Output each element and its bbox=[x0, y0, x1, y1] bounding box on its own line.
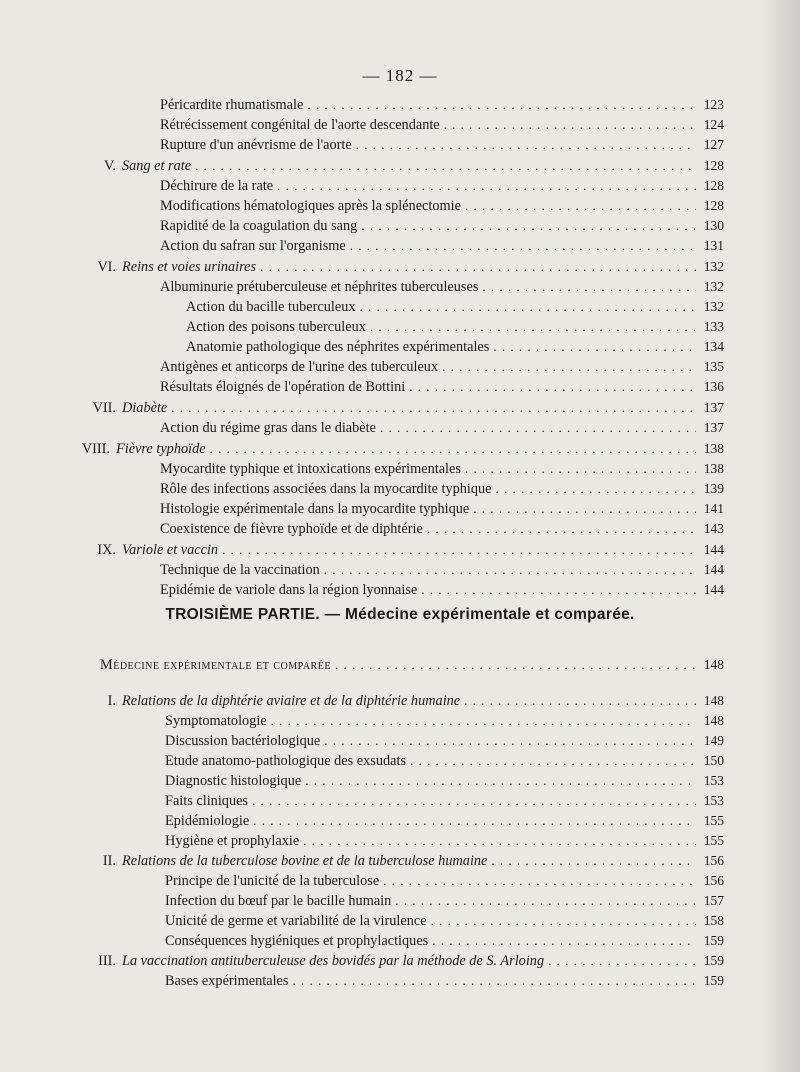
entry-page-number: 156 bbox=[703, 853, 724, 868]
entry-page-number: 156 bbox=[703, 873, 724, 888]
entry-title: Bases expérimentales bbox=[165, 973, 289, 989]
entry-title: Antigènes et anticorps de l'urine des tuberculeux bbox=[160, 359, 439, 375]
dot-leader bbox=[324, 562, 696, 578]
entry-title: Relations de la tuberculose bovine et de la tuberculose humaine bbox=[122, 853, 488, 869]
entry-page-number: 153 bbox=[703, 773, 724, 788]
entry-page-number: 157 bbox=[703, 893, 724, 908]
toc-entry bbox=[82, 853, 724, 873]
dot-leader bbox=[421, 582, 696, 598]
toc-entry bbox=[186, 319, 724, 339]
toc-entry bbox=[165, 873, 724, 893]
page-number: — 182 — bbox=[362, 66, 438, 85]
dot-leader bbox=[431, 913, 696, 929]
toc-entry bbox=[165, 913, 724, 933]
entry-title: Faits cliniques bbox=[165, 793, 248, 809]
dot-leader bbox=[473, 501, 696, 517]
dot-leader bbox=[496, 481, 696, 497]
entry-title: Variole et vaccin bbox=[122, 542, 219, 558]
entry-page-number: 132 bbox=[703, 279, 724, 294]
entry-title: Symptomatologie bbox=[165, 713, 267, 729]
toc-entry bbox=[160, 137, 724, 157]
toc-entry bbox=[82, 542, 724, 562]
section-number: VIII. bbox=[81, 441, 110, 457]
dot-leader bbox=[252, 793, 696, 809]
section-number: VII. bbox=[92, 400, 116, 416]
dot-leader bbox=[361, 218, 696, 234]
dot-leader bbox=[356, 137, 696, 153]
dot-leader bbox=[292, 973, 696, 989]
entry-page-number: 159 bbox=[703, 953, 724, 968]
entry-page-number: 123 bbox=[703, 97, 724, 112]
entry-title: Modifications hématologiques après la splénectomie bbox=[160, 198, 461, 214]
dot-leader bbox=[260, 259, 696, 275]
entry-page-number: 148 bbox=[703, 713, 724, 728]
dot-leader bbox=[324, 733, 696, 749]
dot-leader bbox=[465, 461, 696, 477]
entry-title: Action du régime gras dans le diabète bbox=[160, 420, 376, 436]
dot-leader bbox=[493, 339, 696, 355]
entry-title: Reins et voies urinaires bbox=[122, 259, 257, 275]
entry-title: Conséquences hygiéniques et prophylactiques bbox=[165, 933, 429, 949]
dot-leader bbox=[222, 542, 696, 558]
toc-entry bbox=[160, 198, 724, 218]
entry-page-number: 132 bbox=[703, 259, 724, 274]
entry-page-number: 128 bbox=[703, 158, 724, 173]
entry-title: Discussion bactériologique bbox=[165, 733, 321, 749]
dot-leader bbox=[410, 753, 696, 769]
entry-title: Diabète bbox=[122, 400, 168, 416]
toc-entry bbox=[160, 582, 724, 602]
entry-page-number: 155 bbox=[703, 833, 724, 848]
dot-leader bbox=[383, 873, 696, 889]
entry-page-number: 153 bbox=[703, 793, 724, 808]
toc-entry bbox=[82, 693, 724, 713]
dot-leader bbox=[395, 893, 696, 909]
entry-page-number: 148 bbox=[703, 657, 724, 672]
entry-title: Action des poisons tuberculeux bbox=[186, 319, 366, 335]
section-number: IX. bbox=[97, 542, 116, 558]
toc-entry bbox=[186, 299, 724, 319]
toc-entry bbox=[165, 833, 724, 853]
toc-entry bbox=[160, 501, 724, 521]
part-heading: TROISIÈME PARTIE. — Médecine expérimentale et comparée. bbox=[165, 606, 635, 623]
entry-page-number: 132 bbox=[703, 299, 724, 314]
entry-page-number: 148 bbox=[703, 693, 724, 708]
dot-leader bbox=[307, 97, 696, 113]
dot-leader bbox=[360, 299, 696, 315]
toc-entry bbox=[165, 793, 724, 813]
dot-leader bbox=[442, 359, 696, 375]
dot-leader bbox=[305, 773, 696, 789]
toc-entry bbox=[160, 178, 724, 198]
entry-title: Médecine expérimentale et comparée bbox=[100, 657, 331, 673]
entry-page-number: 133 bbox=[703, 319, 724, 334]
entry-title: Etude anatomo-pathologique des exsudats bbox=[165, 753, 407, 769]
entry-page-number: 144 bbox=[703, 542, 724, 557]
toc-entry bbox=[160, 420, 724, 440]
entry-page-number: 127 bbox=[703, 137, 724, 152]
section-number: I. bbox=[107, 693, 116, 709]
toc-entry bbox=[160, 238, 724, 258]
dot-leader bbox=[432, 933, 696, 949]
toc-entry bbox=[160, 379, 724, 399]
entry-page-number: 138 bbox=[703, 441, 724, 456]
page-edge-shadow bbox=[760, 0, 800, 1072]
entry-title: Myocardite typhique et intoxications expérimentales bbox=[160, 461, 461, 477]
entry-page-number: 158 bbox=[703, 913, 724, 928]
toc-entry bbox=[165, 813, 724, 833]
toc-entry bbox=[165, 733, 724, 753]
toc-entry bbox=[160, 481, 724, 501]
entry-page-number: 137 bbox=[703, 400, 724, 415]
dot-leader bbox=[253, 813, 696, 829]
dot-leader bbox=[465, 198, 696, 214]
toc-entry bbox=[160, 117, 724, 137]
section-number: II. bbox=[102, 853, 116, 869]
toc-entry bbox=[165, 753, 724, 773]
dot-leader bbox=[444, 117, 696, 133]
entry-page-number: 135 bbox=[703, 359, 724, 374]
entry-title: Résultats éloignés de l'opération de Bottini bbox=[160, 379, 406, 395]
entry-page-number: 128 bbox=[703, 198, 724, 213]
entry-page-number: 155 bbox=[703, 813, 724, 828]
dot-leader bbox=[195, 158, 696, 174]
toc-entry bbox=[160, 359, 724, 379]
entry-title: Action du safran sur l'organisme bbox=[160, 238, 346, 254]
toc-entry bbox=[82, 158, 724, 178]
toc-entry bbox=[82, 400, 724, 420]
entry-title: Action du bacille tuberculeux bbox=[186, 299, 356, 315]
dot-leader bbox=[482, 279, 696, 295]
toc-entry bbox=[100, 657, 724, 677]
dot-leader bbox=[350, 238, 696, 254]
toc-entry bbox=[76, 441, 724, 461]
toc-entry bbox=[82, 259, 724, 279]
entry-title: Déchirure de la rate bbox=[160, 178, 274, 194]
toc-entry bbox=[165, 973, 724, 993]
entry-page-number: 141 bbox=[703, 501, 724, 516]
dot-leader bbox=[380, 420, 696, 436]
entry-page-number: 144 bbox=[703, 582, 724, 597]
entry-title: Rupture d'un anévrisme de l'aorte bbox=[160, 137, 352, 153]
entry-title: Fièvre typhoïde bbox=[116, 441, 206, 457]
dot-leader bbox=[427, 521, 696, 537]
dot-leader bbox=[271, 713, 696, 729]
entry-page-number: 159 bbox=[703, 973, 724, 988]
entry-title: Coexistence de fièvre typhoïde et de diphtérie bbox=[160, 521, 423, 537]
dot-leader bbox=[277, 178, 696, 194]
entry-page-number: 130 bbox=[703, 218, 724, 233]
entry-page-number: 134 bbox=[703, 339, 724, 354]
section-number: III. bbox=[98, 953, 116, 969]
entry-title: Principe de l'unicité de la tuberculose bbox=[165, 873, 380, 889]
toc-entry bbox=[165, 773, 724, 793]
entry-title: Infection du bœuf par le bacille humain bbox=[165, 893, 392, 909]
section-number: VI. bbox=[97, 259, 116, 275]
entry-title: Sang et rate bbox=[122, 158, 192, 174]
entry-title: Unicité de germe et variabilité de la virulence bbox=[165, 913, 427, 929]
toc-entry bbox=[160, 279, 724, 299]
toc-entry bbox=[186, 339, 724, 359]
entry-page-number: 128 bbox=[703, 178, 724, 193]
dot-leader bbox=[370, 319, 696, 335]
entry-title: Péricardite rhumatismale bbox=[160, 97, 304, 113]
dot-leader bbox=[409, 379, 696, 395]
dot-leader bbox=[210, 441, 696, 457]
entry-title: Rapidité de la coagulation du sang bbox=[160, 218, 358, 234]
entry-title: Rôle des infections associées dans la myocardite typhique bbox=[160, 481, 492, 497]
toc-entry bbox=[160, 97, 724, 117]
entry-page-number: 137 bbox=[703, 420, 724, 435]
entry-title: Histologie expérimentale dans la myocardite typhique bbox=[160, 501, 470, 517]
dot-leader bbox=[491, 853, 696, 869]
entry-page-number: 131 bbox=[703, 238, 724, 253]
toc-entry bbox=[165, 933, 724, 953]
entry-page-number: 150 bbox=[703, 753, 724, 768]
section-number: V. bbox=[103, 158, 116, 174]
dot-leader bbox=[303, 833, 696, 849]
toc-entry bbox=[160, 461, 724, 481]
entry-title: La vaccination antituberculeuse des bovidés par la méthode de S. Arloing bbox=[122, 953, 545, 969]
toc-entry bbox=[160, 218, 724, 238]
entry-page-number: 149 bbox=[703, 733, 724, 748]
dot-leader bbox=[171, 400, 696, 416]
entry-title: Epidémie de variole dans la région lyonnaise bbox=[160, 582, 418, 598]
entry-page-number: 143 bbox=[703, 521, 724, 536]
entry-title: Epidémiologie bbox=[165, 813, 250, 829]
entry-title: Technique de la vaccination bbox=[160, 562, 320, 578]
entry-title: Relations de la diphtérie aviaire et de la diphtérie humaine bbox=[122, 693, 461, 709]
toc-entry bbox=[82, 953, 724, 973]
entry-title: Diagnostic histologique bbox=[165, 773, 302, 789]
entry-title: Rétrécissement congénital de l'aorte descendante bbox=[160, 117, 440, 133]
dot-leader bbox=[335, 657, 696, 673]
toc-entry bbox=[160, 562, 724, 582]
toc-entry bbox=[160, 521, 724, 541]
entry-page-number: 139 bbox=[703, 481, 724, 496]
entry-page-number: 138 bbox=[703, 461, 724, 476]
dot-leader bbox=[464, 693, 696, 709]
toc-entry bbox=[165, 713, 724, 733]
toc-entry bbox=[165, 893, 724, 913]
entry-page-number: 159 bbox=[703, 933, 724, 948]
dot-leader bbox=[548, 953, 696, 969]
entry-title: Hygiène et prophylaxie bbox=[165, 833, 300, 849]
entry-title: Albuminurie prétuberculeuse et néphrites tuberculeuses bbox=[160, 279, 479, 295]
entry-page-number: 124 bbox=[703, 117, 724, 132]
entry-page-number: 144 bbox=[703, 562, 724, 577]
entry-title: Anatomie pathologique des néphrites expérimentales bbox=[186, 339, 490, 355]
entry-page-number: 136 bbox=[703, 379, 724, 394]
